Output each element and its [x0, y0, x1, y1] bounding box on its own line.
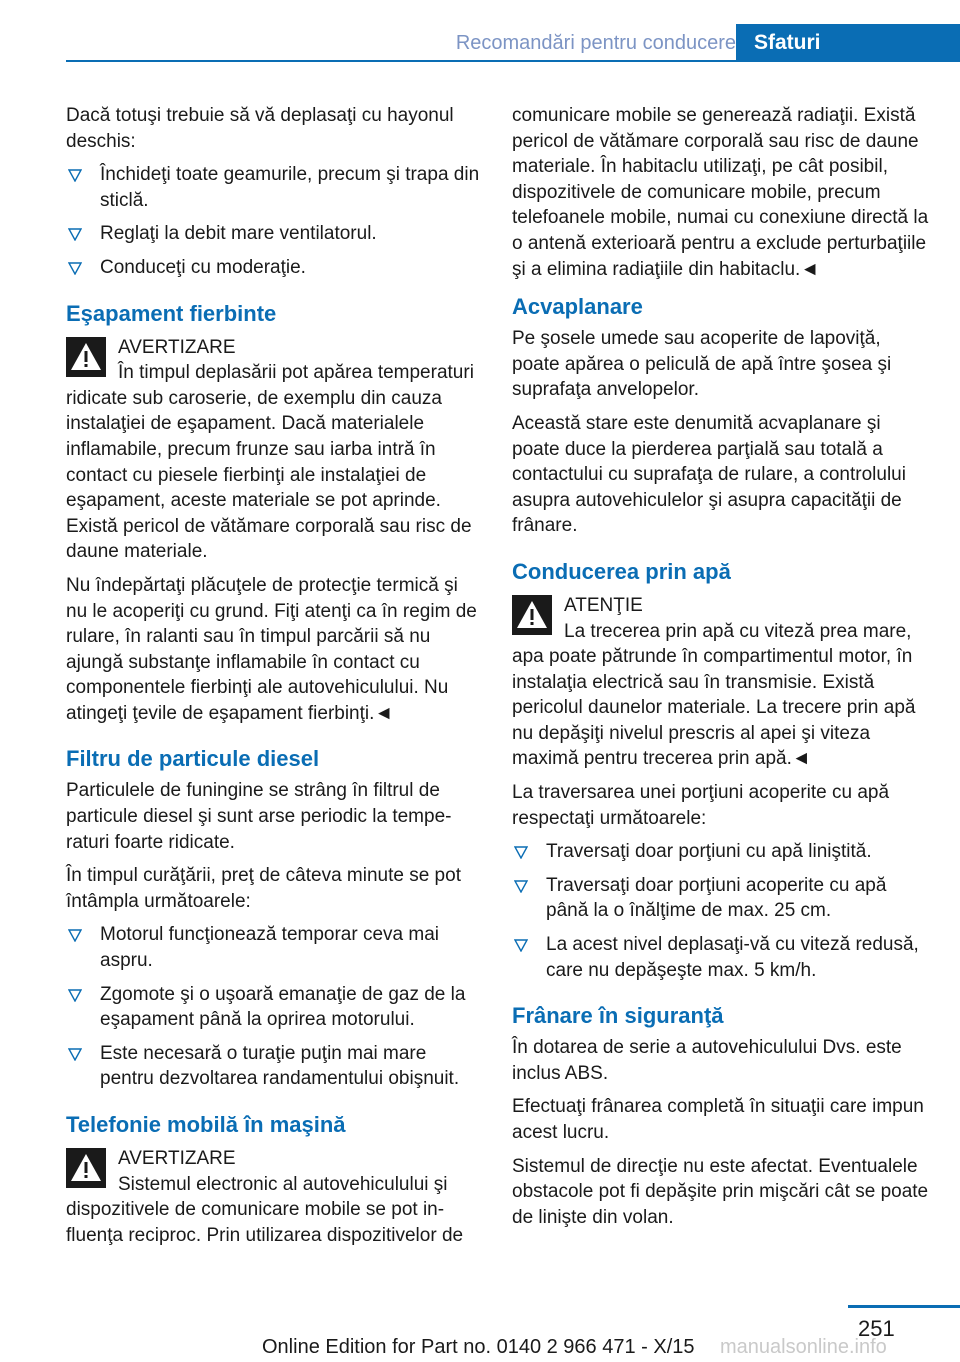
apa-list: [512, 839, 930, 983]
right-column: [512, 103, 930, 1238]
list-item: Închideţi toate geamurile, precum şi trapa din sticlă.: [66, 162, 484, 213]
list-item: Este necesară o turaţie puţin mai mare pentru dezvoltarea randamentului obişnuit.: [66, 1041, 484, 1092]
triangle-bullet-icon: [68, 227, 82, 241]
intro-list: [66, 162, 484, 280]
list-item: Zgomote şi o uşoară emanaţie de gaz de la eşapament până la oprirea motorului.: [66, 982, 484, 1033]
watermark: manualsonline.info: [720, 1336, 887, 1358]
paragraph: Particulele de funingine se strâng în filtrul de particule diesel şi sunt arse periodic la temperaturi foarte ridicate.: [66, 780, 452, 853]
caution-title: ATENŢIE: [564, 594, 643, 616]
triangle-bullet-icon: [514, 845, 528, 859]
heading-franare: Frânare în siguranţă: [512, 1003, 724, 1029]
footer-rule: [848, 1305, 960, 1308]
triangle-bullet-icon: [514, 938, 528, 952]
footer-edition: Online Edition for Part no. 0140 2 966 471 - X/15: [262, 1336, 695, 1358]
caution-block: [512, 593, 930, 772]
page-number: 251: [858, 1316, 895, 1341]
warning-triangle-icon: [66, 1148, 106, 1188]
header-rule: [66, 60, 960, 62]
paragraph: Sistemul de direcţie nu este afectat. Eventualele obstacole pot fi depăşite prin mişcări cât se poate de linişte din volan.: [512, 1155, 929, 1228]
triangle-bullet-icon: [68, 988, 82, 1002]
intro-paragraph: Dacă totuşi trebuie să vă deplasaţi cu hayonul deschis:: [66, 105, 454, 152]
header-chapter-tab: Sfaturi: [736, 24, 960, 62]
paragraph: În timpul curăţării, preţ de câteva minute se pot întâmpla următoarele:: [66, 865, 461, 912]
left-column: [66, 103, 484, 1256]
triangle-bullet-icon: [514, 879, 528, 893]
warning-text: Sistemul electronic al autovehiculului şi dispozitivele de comunicare mobile se pot influenţa reciproc. Prin utilizarea dispozitivelor de: [66, 1173, 464, 1246]
heading-conducere-apa: Conducerea prin apă: [512, 558, 731, 584]
list-item: Reglaţi la debit mare ventilatorul.: [66, 221, 484, 247]
warning-block: [66, 335, 484, 565]
triangle-bullet-icon: [68, 261, 82, 275]
list-item: La acest nivel deplasaţi-vă cu viteză redusă, care nu depăşeşte max. 5 km/h.: [512, 932, 930, 983]
triangle-bullet-icon: [68, 928, 82, 942]
paragraph: În dotarea de serie a autovehiculului Dvs. este inclus ABS.: [512, 1037, 902, 1084]
paragraph: Nu îndepărtaţi plăcuţele de protecţie termică şi nu le acoperiţi cu grund. Fiţi atenţi ca în regim de rulare, în ralanti sau în timpul parcării să nu ajungă substanţe inflamabile în contact cu componentele fierbinţi ale autovehiculului. Nu atingeţi ţevile de eşapament fierbinţi.◄: [66, 574, 477, 724]
triangle-bullet-icon: [68, 168, 82, 182]
warning-title: AVERTIZARE: [118, 1148, 236, 1169]
heading-filtru: Filtru de particule diesel: [66, 746, 320, 772]
paragraph: comunicare mobile se generează radiaţii. Există pericol de vătămare corporală sau risc de daune materiale. În habitaclu utilizaţi, pe cât posibil, dispozitivele de comunicare mobile, precum telefoanele mobile, numai cu conexiune directă la o antenă exterioară pentru a exclude perturbaţiile şi a elimina radiaţiile din habitaclu.◄: [512, 105, 929, 280]
paragraph: Efectuaţi frânarea completă în situaţii care impun acest lucru.: [512, 1096, 924, 1143]
heading-telefonie: Telefonie mobilă în maşină: [66, 1112, 346, 1137]
paragraph: Această stare este denumită acvaplanare şi poate duce la pierderea parţială sau totală a contactului cu suprafaţa de rulare, a controlului asupra autovehiculelor şi asupra capacităţii de frânare.: [512, 412, 906, 537]
header-section-title: Recomandări pentru conducere: [455, 32, 736, 54]
filtru-list: [66, 922, 484, 1092]
warning-text: În timpul deplasării pot apărea temperaturi ridicate sub caroserie, de exemplu din cauza instalaţiei de eşapament. Dacă materialele inflamabile, precum frunze sau iarba intră în contact cu piesele fierbinţi ale instalaţiei de eşapament, aceste materiale se pot aprinde. Există pericol de vătămare corporală sau risc de daune materiale.: [66, 362, 474, 563]
heading-acvaplanare: Acvaplanare: [512, 294, 643, 320]
warning-triangle-icon: [512, 595, 552, 635]
warning-block: [66, 1146, 484, 1248]
heading-esapament: Eşapament fierbinte: [66, 300, 277, 326]
triangle-bullet-icon: [68, 1047, 82, 1061]
caution-text: La trecerea prin apă cu viteză prea mare, apa poate pătrunde în compartimentul motor, în instalaţia electrică sau în transmisie. Există pericolul daunelor materiale. La trecere prin apă nu depăşiţi nivelul prescris al apei şi viteza maximă pentru trecerea prin apă.◄: [512, 620, 916, 770]
list-item: Traversaţi doar porţiuni cu apă liniştită.: [512, 839, 930, 865]
paragraph: La traversarea unei porţiuni acoperite cu apă respectaţi următoarele:: [512, 782, 890, 829]
paragraph: Pe şosele umede sau acoperite de lapoviţă, poate apărea o peliculă de apă între şosea şi suprafaţa anvelopelor.: [512, 328, 892, 401]
list-item: Traversaţi doar porţiuni acoperite cu apă până la o înălţime de max. 25 cm.: [512, 873, 930, 924]
warning-triangle-icon: [66, 337, 106, 377]
list-item: Conduceţi cu moderaţie.: [66, 255, 484, 281]
list-item: Motorul funcţionează temporar ceva mai aspru.: [66, 922, 484, 973]
warning-title: AVERTIZARE: [118, 336, 236, 358]
